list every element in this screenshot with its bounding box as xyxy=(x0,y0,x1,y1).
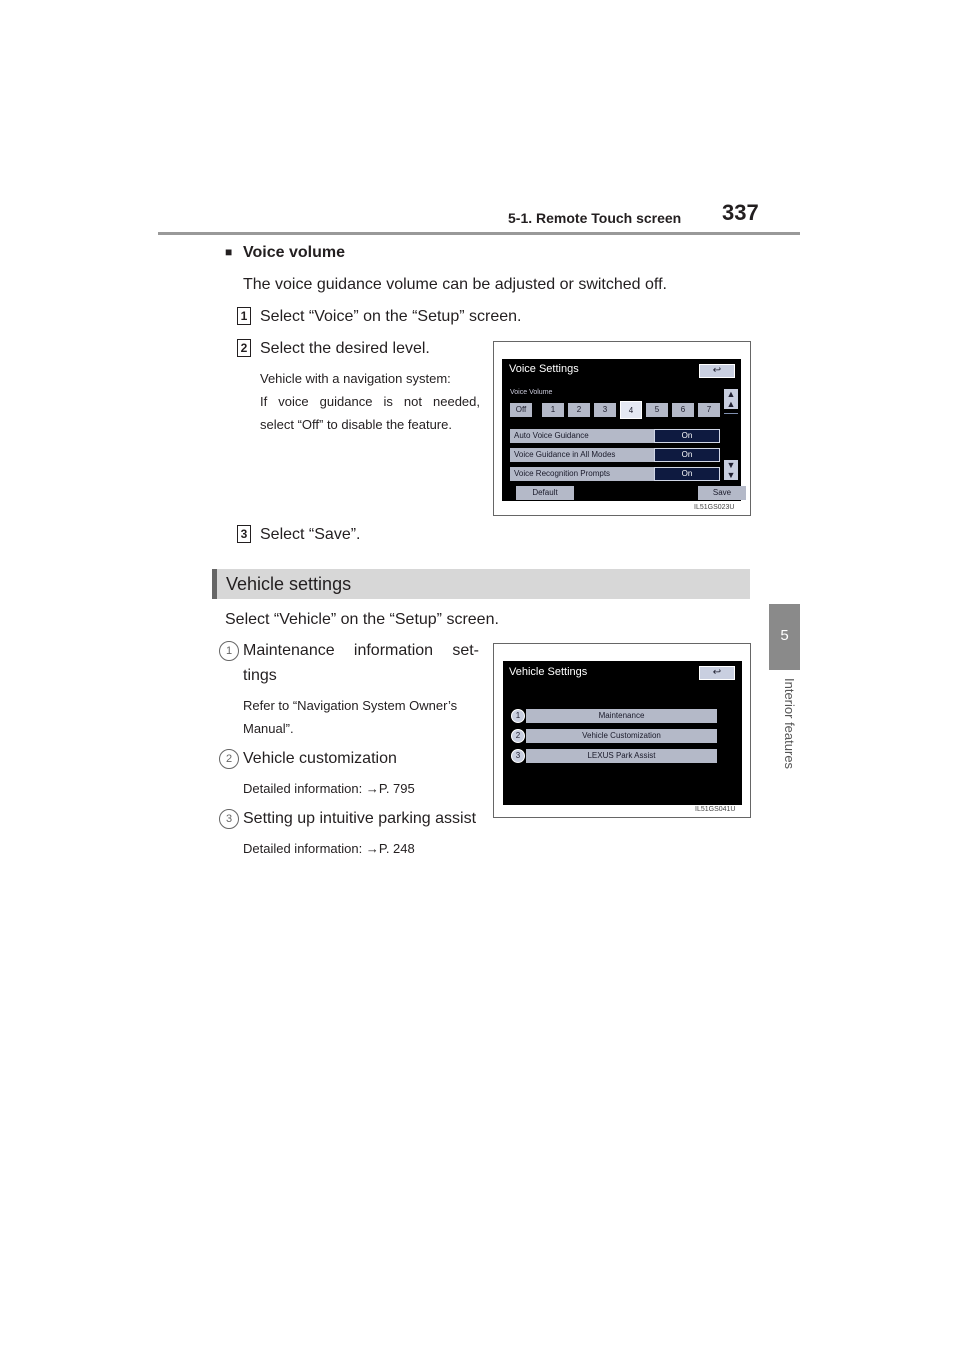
step-2-text: Select the desired level. xyxy=(260,340,430,357)
back-icon[interactable]: ↩ xyxy=(699,364,735,378)
volume-level-5[interactable]: 5 xyxy=(646,403,668,417)
back-icon[interactable]: ↩ xyxy=(699,666,735,680)
step-3-text: Select “Save”. xyxy=(260,526,361,543)
voice-guidance-all-modes-label: Voice Guidance in All Modes xyxy=(510,448,655,462)
voice-settings-screen xyxy=(502,359,741,501)
step-1-text: Select “Voice” on the “Setup” screen. xyxy=(260,308,522,325)
volume-level-6[interactable]: 6 xyxy=(672,403,694,417)
scroll-down-icon[interactable]: ▼ ▼ xyxy=(724,460,738,480)
square-bullet-icon: ■ xyxy=(225,245,233,259)
item-number-1: 1 xyxy=(219,641,239,661)
chapter-tab-number: 5 xyxy=(780,627,789,644)
volume-level-row xyxy=(510,403,717,417)
volume-level-7[interactable]: 7 xyxy=(698,403,720,417)
voice-settings-title: Voice Settings xyxy=(509,363,579,375)
voice-guidance-all-modes-toggle[interactable]: On xyxy=(654,448,720,462)
lexus-park-assist-button[interactable]: LEXUS Park Assist xyxy=(526,749,717,763)
chapter-tab-label: Interior features xyxy=(782,678,797,770)
item-1-title-line2: tings xyxy=(243,667,277,684)
vehicle-settings-heading: Vehicle settings xyxy=(226,574,352,594)
menu-number-1: 1 xyxy=(511,709,525,723)
item-number-3: 3 xyxy=(219,809,239,829)
item-3-title: Setting up intuitive parking assist xyxy=(243,810,477,827)
note-body-line2: select “Off” to disable the feature. xyxy=(260,417,452,432)
save-button[interactable]: Save xyxy=(698,486,746,500)
voice-recognition-prompts-toggle[interactable]: On xyxy=(654,467,720,481)
voice-volume-intro: The voice guidance volume can be adjusted or switched off. xyxy=(243,276,667,293)
auto-voice-guidance-toggle[interactable]: On xyxy=(654,429,720,443)
auto-voice-guidance-label: Auto Voice Guidance xyxy=(510,429,655,443)
vehicle-customization-button[interactable]: Vehicle Customization xyxy=(526,729,717,743)
scroll-up-icon[interactable]: ▲ ▲ xyxy=(724,389,738,409)
vehicle-settings-screen xyxy=(503,661,742,805)
vehicle-settings-title: Vehicle Settings xyxy=(509,666,588,678)
page-number: 337 xyxy=(722,200,759,225)
volume-level-2[interactable]: 2 xyxy=(568,403,590,417)
vehicle-settings-figure xyxy=(493,643,751,818)
note-body-line1: If voice guidance is not needed, xyxy=(260,394,480,409)
default-button[interactable]: Default xyxy=(516,486,574,500)
maintenance-button[interactable]: Maintenance xyxy=(526,709,717,723)
figure-caption: IL51GS023U xyxy=(694,504,735,511)
item-number-2: 2 xyxy=(219,749,239,769)
item-1-note-line2: Manual”. xyxy=(243,721,294,736)
volume-level-off[interactable]: Off xyxy=(510,403,532,417)
voice-settings-figure xyxy=(493,341,751,516)
voice-volume-label: Voice Volume xyxy=(510,389,553,396)
item-3-note: Detailed information: →P. 248 xyxy=(243,841,415,856)
step-number-3: 3 xyxy=(237,525,251,543)
menu-number-2: 2 xyxy=(511,729,525,743)
menu-number-3: 3 xyxy=(511,749,525,763)
item-1-title-line1: Maintenance information set- xyxy=(243,642,479,659)
step-number-1: 1 xyxy=(237,307,251,325)
scroll-indicator xyxy=(724,413,738,414)
item-1-note-line1: Refer to “Navigation System Owner’s xyxy=(243,698,458,713)
header-divider xyxy=(158,232,800,235)
voice-volume-heading: Voice volume xyxy=(243,244,345,261)
section-title: 5-1. Remote Touch screen xyxy=(508,210,682,226)
volume-level-1[interactable]: 1 xyxy=(542,403,564,417)
vehicle-settings-intro: Select “Vehicle” on the “Setup” screen. xyxy=(225,611,499,628)
item-2-note: Detailed information: →P. 795 xyxy=(243,781,415,796)
note-title: Vehicle with a navigation system: xyxy=(260,371,451,386)
volume-level-3[interactable]: 3 xyxy=(594,403,616,417)
figure-caption: IL51GS041U xyxy=(695,806,736,813)
voice-recognition-prompts-label: Voice Recognition Prompts xyxy=(510,467,655,481)
step-number-2: 2 xyxy=(237,339,251,357)
volume-level-4-selected[interactable]: 4 xyxy=(620,401,642,419)
item-2-title: Vehicle customization xyxy=(243,750,397,767)
